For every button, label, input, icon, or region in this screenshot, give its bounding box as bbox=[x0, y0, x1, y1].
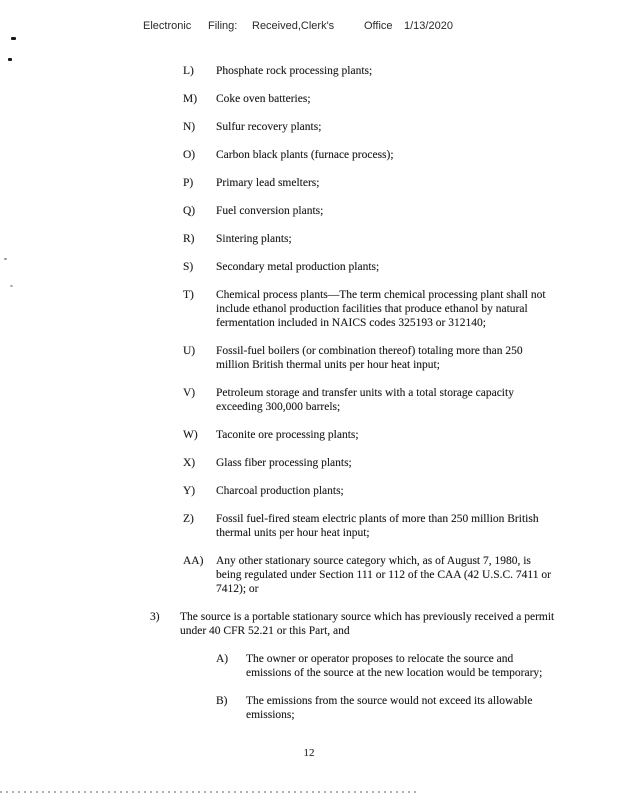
list-item bbox=[150, 610, 618, 638]
item-text: Sintering plants; bbox=[216, 233, 292, 245]
stamp-word: Filing: bbox=[208, 20, 238, 32]
list-item bbox=[183, 554, 618, 596]
list-item bbox=[216, 652, 618, 680]
item-label: T) bbox=[183, 289, 194, 301]
item-text: Sulfur recovery plants; bbox=[216, 121, 322, 133]
item-text: Chemical process plants—The term chemical processing plant shall not include ethanol production facilities that produce ethanol by natural fermentation included in NAICS codes 325193 or 312140; bbox=[216, 289, 546, 329]
stamp-word: Electronic bbox=[143, 20, 192, 32]
item-text: Taconite ore processing plants; bbox=[216, 429, 359, 441]
list-item bbox=[183, 484, 618, 498]
item-label: Q) bbox=[183, 205, 196, 217]
list-item bbox=[183, 232, 618, 246]
item-label: X) bbox=[183, 457, 196, 469]
filing-stamp bbox=[0, 20, 618, 36]
item-label: B) bbox=[216, 695, 228, 707]
item-label: R) bbox=[183, 233, 195, 245]
sub-list bbox=[216, 652, 618, 722]
item-label: V) bbox=[183, 387, 196, 399]
item-text: The source is a portable stationary source which has previously received a permit under 40 CFR 52.21 or this Part, and bbox=[180, 611, 555, 637]
list-item bbox=[183, 176, 618, 190]
numbered-item-3 bbox=[150, 610, 618, 722]
page-number: 12 bbox=[303, 747, 315, 759]
list-item bbox=[183, 204, 618, 218]
list-item bbox=[183, 456, 618, 470]
list-item bbox=[183, 260, 618, 274]
item-text: Secondary metal production plants; bbox=[216, 261, 380, 273]
stamp-word: Office bbox=[364, 20, 393, 32]
item-text: Petroleum storage and transfer units with a total storage capacity exceeding 300,000 barrels; bbox=[216, 387, 514, 413]
stamp-date: 1/13/2020 bbox=[404, 20, 453, 32]
item-label: A) bbox=[216, 653, 229, 665]
item-label: L) bbox=[183, 65, 194, 77]
lettered-list bbox=[183, 64, 618, 596]
item-label: W) bbox=[183, 429, 198, 441]
item-label: Z) bbox=[183, 513, 194, 525]
list-item bbox=[183, 288, 618, 330]
item-text: Primary lead smelters; bbox=[216, 177, 320, 189]
item-text: Any other stationary source category which, as of August 7, 1980, is being regulated under Section 111 or 112 of the CAA (42 U.S.C. 7411 or 7412); or bbox=[216, 555, 551, 595]
item-label: M) bbox=[183, 93, 198, 105]
item-text: Phosphate rock processing plants; bbox=[216, 65, 373, 77]
scan-artifact bbox=[4, 258, 7, 260]
list-item bbox=[183, 148, 618, 162]
item-text: Fossil-fuel boilers (or combination thereof) totaling more than 250 million British thermal units per hour heat input; bbox=[216, 345, 523, 371]
item-label: Y) bbox=[183, 485, 196, 497]
list-item bbox=[183, 344, 618, 372]
list-item bbox=[183, 428, 618, 442]
list-item bbox=[183, 512, 618, 540]
item-text: Coke oven batteries; bbox=[216, 93, 311, 105]
item-label: S) bbox=[183, 261, 194, 273]
list-item bbox=[183, 386, 618, 414]
list-item bbox=[183, 92, 618, 106]
item-label: 3) bbox=[150, 611, 160, 623]
stamp-word: Received,Clerk's bbox=[252, 20, 335, 32]
item-label: O) bbox=[183, 149, 196, 161]
item-label: AA) bbox=[183, 555, 204, 567]
list-item bbox=[183, 64, 618, 78]
document-body bbox=[0, 64, 618, 736]
item-text: Fuel conversion plants; bbox=[216, 205, 324, 217]
scan-artifact-dotted-line bbox=[0, 791, 420, 793]
scan-artifact bbox=[11, 37, 16, 40]
item-label: U) bbox=[183, 345, 196, 357]
item-text: Fossil fuel-fired steam electric plants of more than 250 million British thermal units per hour heat input; bbox=[216, 513, 539, 539]
item-text: Glass fiber processing plants; bbox=[216, 457, 352, 469]
scan-artifact bbox=[8, 58, 12, 61]
scan-artifact bbox=[10, 285, 13, 287]
item-text: The emissions from the source would not exceed its allowable emissions; bbox=[246, 695, 533, 721]
list-item bbox=[183, 120, 618, 134]
list-item bbox=[216, 694, 618, 722]
item-text: The owner or operator proposes to relocate the source and emissions of the source at the new location would be temporary; bbox=[246, 653, 543, 679]
item-label: N) bbox=[183, 121, 196, 133]
item-label: P) bbox=[183, 177, 194, 189]
item-text: Charcoal production plants; bbox=[216, 485, 344, 497]
item-text: Carbon black plants (furnace process); bbox=[216, 149, 394, 161]
